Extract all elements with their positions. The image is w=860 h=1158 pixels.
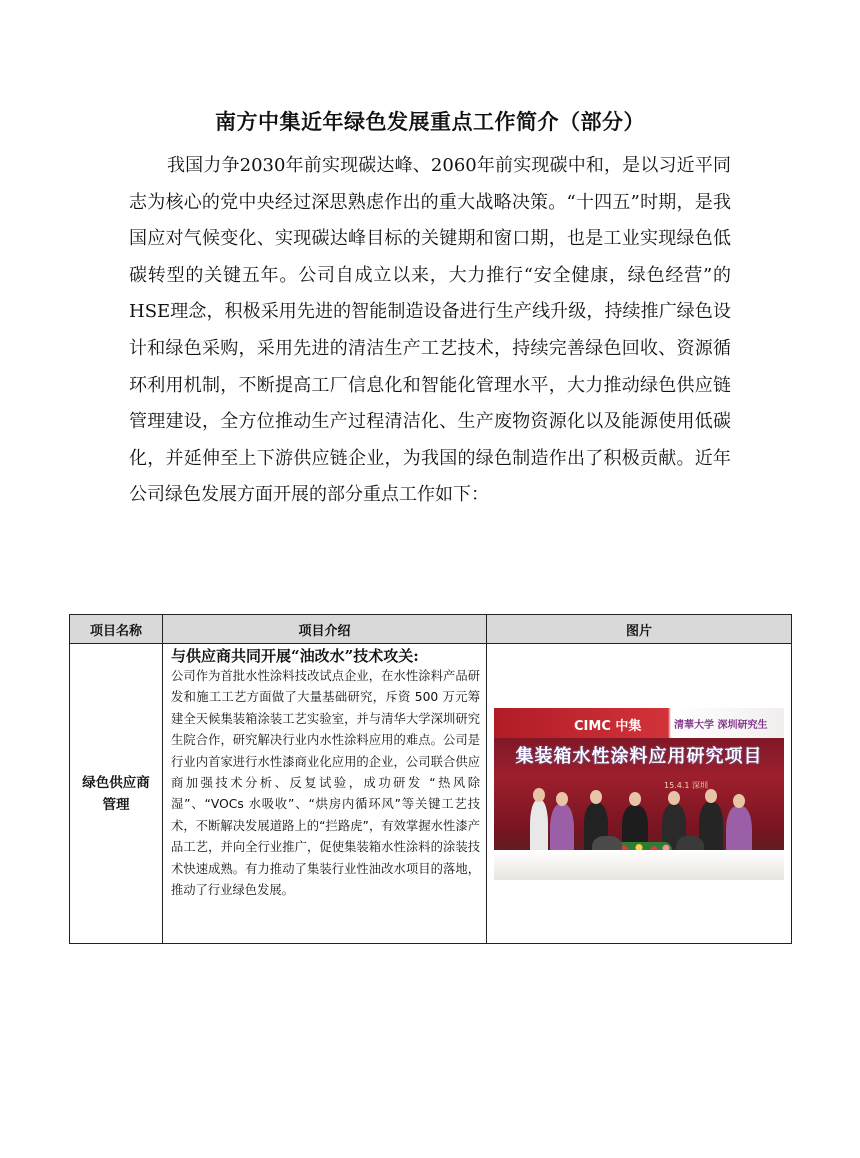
person-head xyxy=(556,792,568,806)
cimc-logo-text: CIMC 中集 xyxy=(574,718,642,734)
intro-paragraph: 我国力争2030年前实现碳达峰、2060年前实现碳中和，是以习近平同志为核心的党中央经过深思熟虑作出的重大战略决策。“十四五”时期，是我国应对气候变化、实现碳达峰目标的关键期和窗口期，也是工业实现绿色低碳转型的关键五年。公司自成立以来，大力推行“安全健康，绿色经营”的HSE理念，积极采用先进的智能制造设备进行生产线升级，持续推广绿色设计和绿色采购，采用先进的清洁生产工艺技术，持续完善绿色回收、资源循环利用机制，不断提高工厂信息化和智能化管理水平，大力推动绿色供应链管理建设，全方位推动生产过程清洁化、生产废物资源化以及能源使用低碳化，并延伸至上下游供应链企业，为我国的绿色制造作出了积极贡献。近年公司绿色发展方面开展的部分重点工作如下： xyxy=(129,155,731,506)
table-header-row xyxy=(70,615,792,644)
signing-ceremony-photo xyxy=(494,708,784,880)
photo-banner-text: 集装箱水性涂料应用研究项目 xyxy=(515,745,763,767)
header-image: 图片 xyxy=(487,615,792,644)
page-title: 南方中集近年绿色发展重点工作简介（部分） xyxy=(215,110,645,134)
photo-date-text: 15.4.1 深圳 xyxy=(664,780,708,790)
header-project-name: 项目名称 xyxy=(70,615,163,644)
header-project-intro: 项目介绍 xyxy=(163,615,487,644)
person-head xyxy=(533,788,545,802)
person-head xyxy=(733,794,745,808)
person-head xyxy=(705,789,717,803)
person-head xyxy=(668,791,680,805)
project-intro-cell xyxy=(163,644,487,944)
person-head xyxy=(590,790,602,804)
table-row xyxy=(70,644,792,944)
project-name: 绿色供应商管理 xyxy=(82,774,150,813)
project-image-cell xyxy=(487,644,792,944)
university-logo-text: 清華大学 深圳研究生 xyxy=(674,719,768,731)
person-head xyxy=(629,792,641,806)
project-description: 公司作为首批水性涂料技改试点企业，在水性涂料产品研发和施工工艺方面做了大量基础研究，斥资 500 万元筹建全天候集装箱涂装工艺实验室，并与清华大学深圳研究生院合作，研究解决行业内水性涂料应用的难点。公司是行业内首家进行水性漆商业化应用的企业，公司联合供应商加强技术分析、反复试验，成功研发 “热风除湿”、“VOCs 水吸收”、“烘房内循环风”等关键工艺技术，不断解决发展道路上的“拦路虎”，有效掌握水性漆产品工艺，并向全行业推广，促使集装箱水性涂料的涂装技术快速成熟。有力推动了集装行业性油改水项目的落地，推动了行业绿色发展。 xyxy=(171,669,480,898)
project-table xyxy=(69,614,792,944)
signing-table xyxy=(494,850,784,880)
project-heading: 与供应商共同开展“油改水”技术攻关: xyxy=(171,647,419,665)
project-name-cell xyxy=(70,644,163,944)
